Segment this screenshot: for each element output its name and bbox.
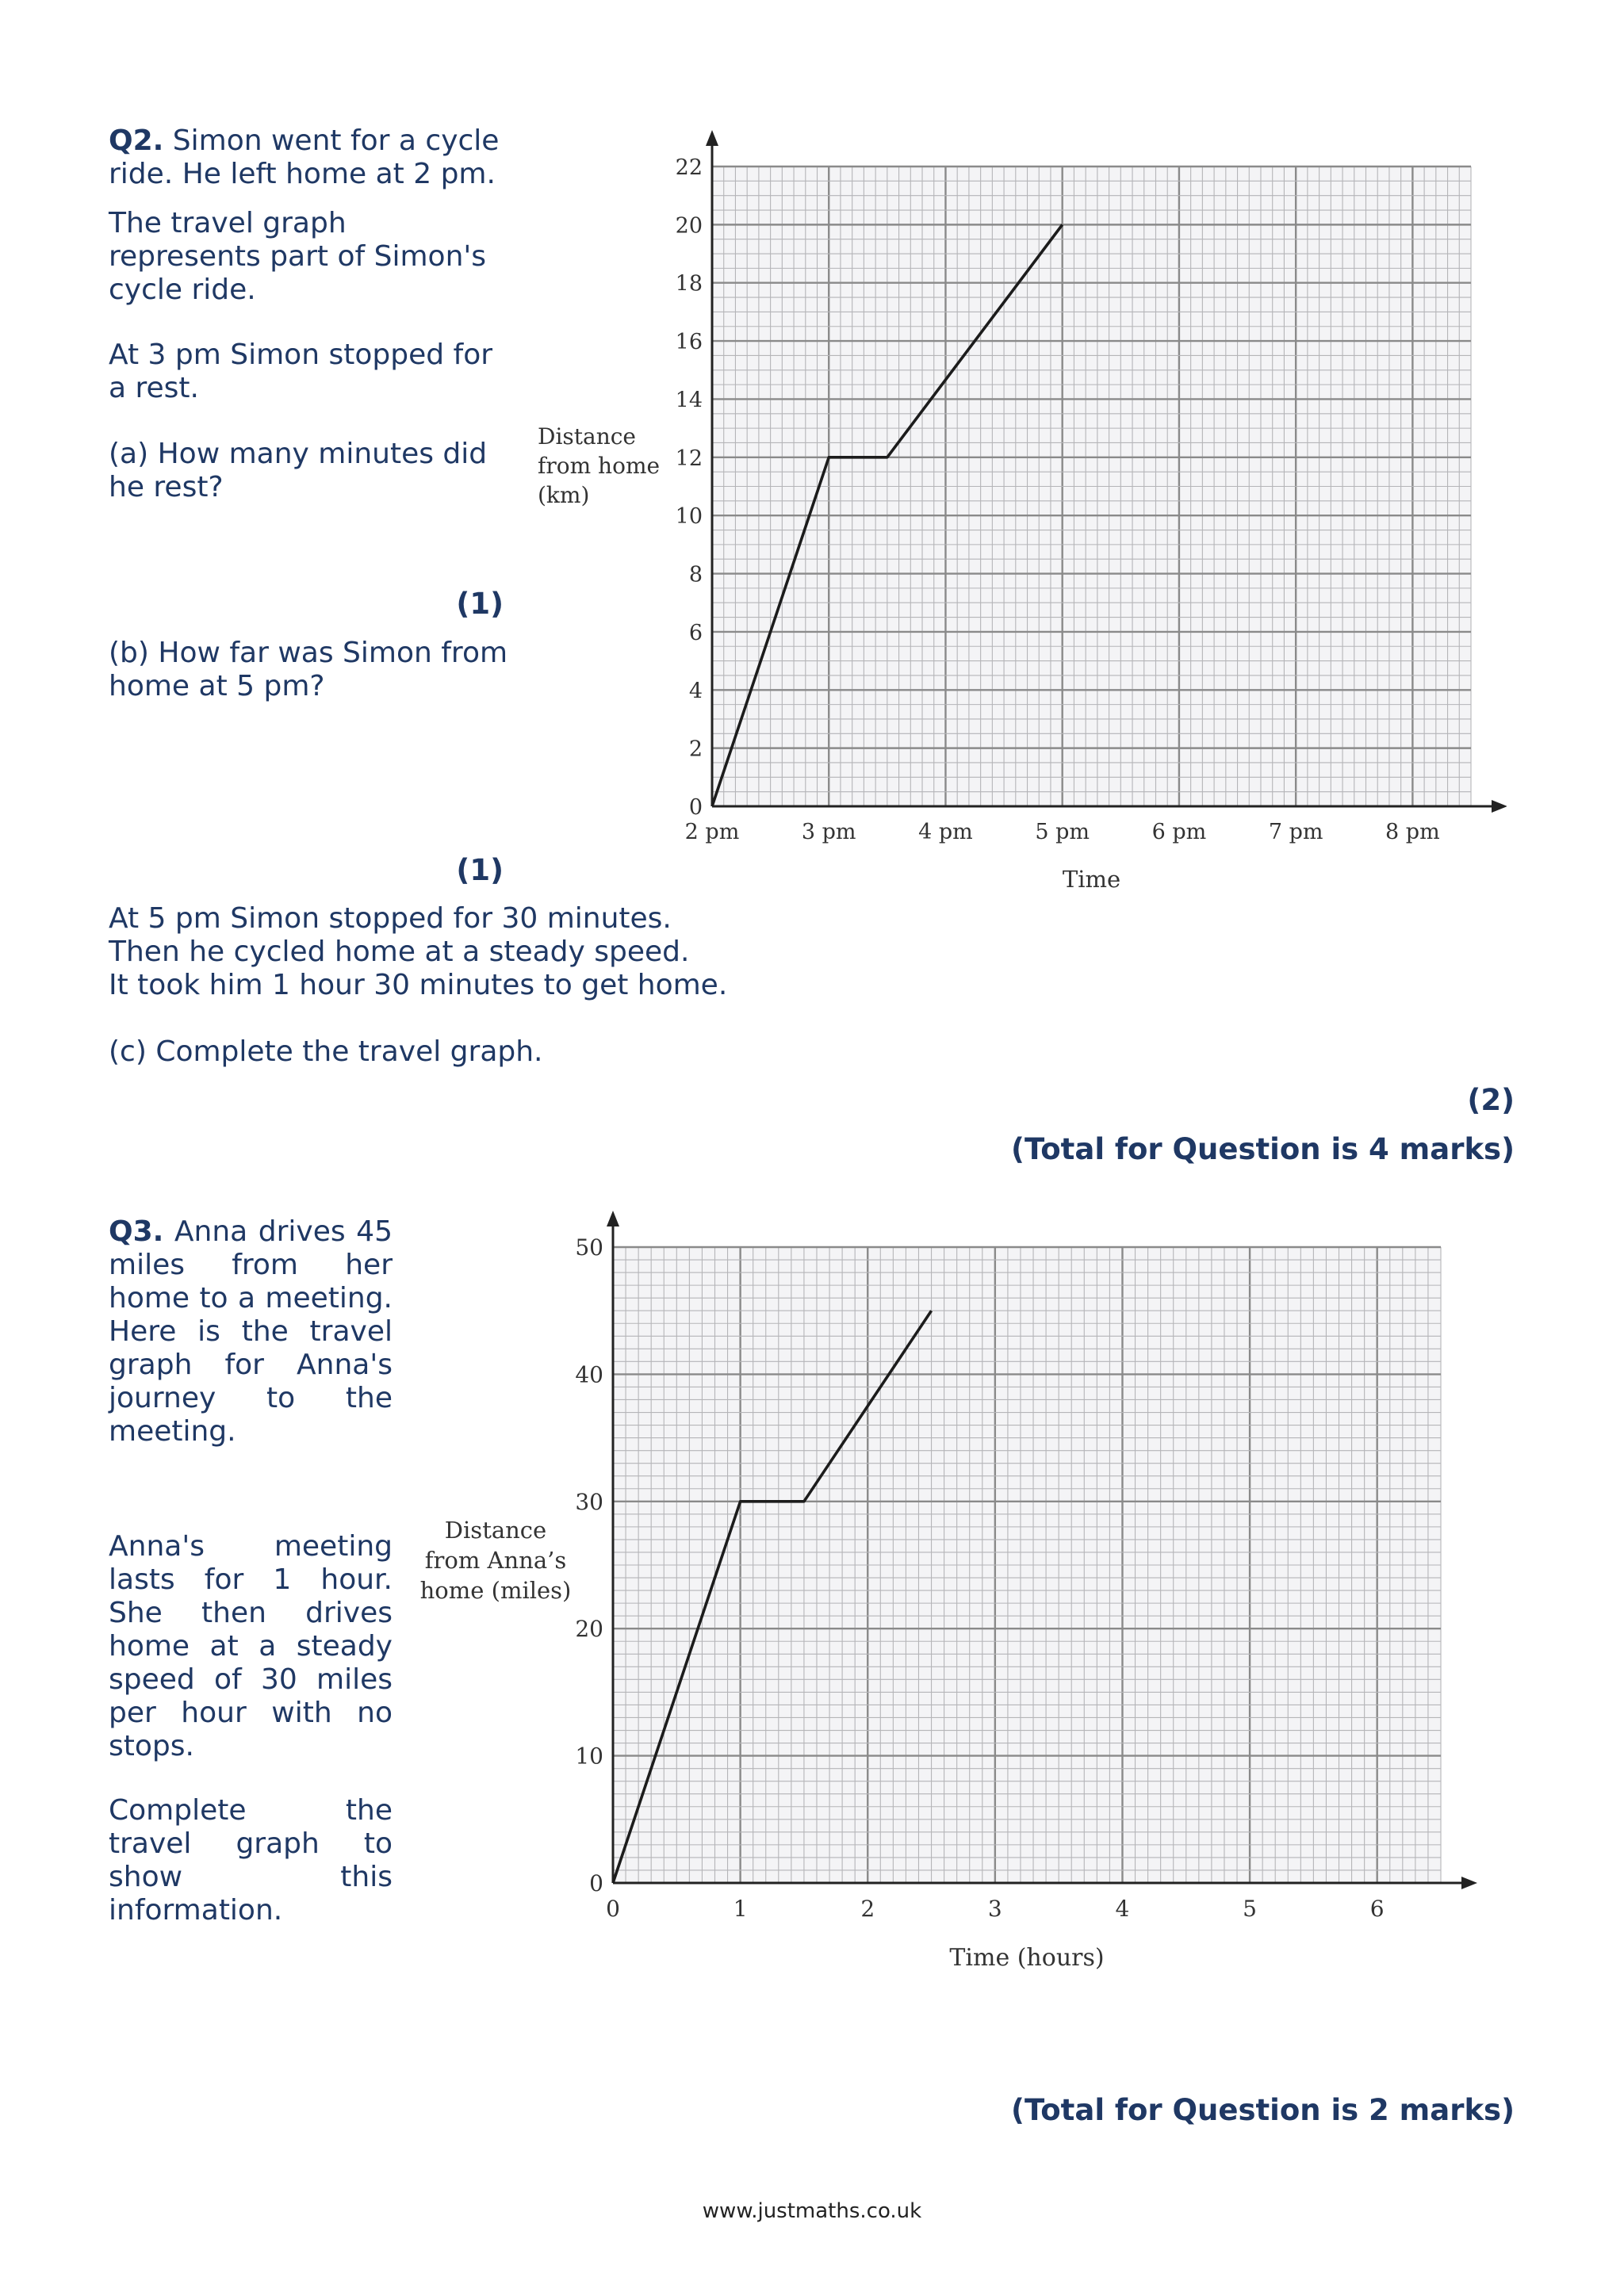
- y-tick-label: 30: [575, 1488, 603, 1515]
- footer-url: www.justmaths.co.uk: [702, 2199, 922, 2223]
- x-tick-label: 7 pm: [1268, 820, 1323, 844]
- q2-number: Q2.: [109, 124, 164, 157]
- x-tick-label: 4 pm: [918, 820, 973, 844]
- x-tick-label: 2 pm: [684, 820, 740, 844]
- q3-number: Q3.: [109, 1215, 164, 1248]
- y-tick-label: 50: [575, 1234, 603, 1261]
- x-tick-label: 0: [606, 1896, 620, 1922]
- q2-part-a: (a) How many minutes did he rest?: [109, 438, 488, 503]
- y-axis-arrow: [706, 130, 718, 146]
- y-axis-label: home (miles): [419, 1577, 572, 1604]
- y-axis-label: from Anna’s: [424, 1547, 567, 1574]
- x-tick-label: 3 pm: [801, 820, 856, 844]
- y-tick-label: 4: [688, 679, 703, 704]
- y-tick-label: 0: [589, 1870, 603, 1896]
- q2-info-line: Then he cycled home at a steady speed.: [109, 936, 690, 968]
- x-tick-label: 5: [1243, 1896, 1257, 1922]
- q2-part-b: (b) How far was Simon from home at 5 pm?: [109, 637, 508, 702]
- y-tick-label: 20: [675, 213, 703, 239]
- y-tick-label: 14: [675, 388, 703, 413]
- q2-marks-a: (1): [456, 587, 504, 621]
- y-tick-label: 0: [688, 795, 703, 820]
- q2-info: [109, 902, 822, 1002]
- y-tick-label: 10: [675, 504, 703, 530]
- x-tick-label: 4: [1115, 1896, 1130, 1922]
- x-axis-label: Time (hours): [949, 1944, 1105, 1972]
- y-tick-label: 6: [688, 620, 703, 645]
- q2-total: (Total for Question is 4 marks): [1011, 1132, 1515, 1166]
- q2-intro: [109, 124, 505, 307]
- q2-intro-graph: The travel graph represents part of Simon's cycle ride.: [109, 207, 487, 306]
- y-axis-label: from home: [538, 453, 661, 479]
- q2-info-line: At 5 pm Simon stopped for 30 minutes.: [109, 902, 672, 935]
- q3-travel-graph: [412, 1189, 1507, 1974]
- y-tick-label: 8: [688, 562, 703, 587]
- x-tick-label: 1: [733, 1896, 748, 1922]
- q2-marks-c: (2): [1467, 1083, 1515, 1117]
- y-axis-label: (km): [538, 482, 590, 508]
- y-tick-label: 2: [688, 737, 703, 762]
- q2-info-line: It took him 1 hour 30 minutes to get home.: [109, 969, 728, 1001]
- q3-task: Complete the travel graph to show this information.: [109, 1794, 393, 1927]
- x-tick-label: 8 pm: [1385, 820, 1440, 844]
- y-tick-label: 18: [675, 271, 703, 297]
- x-tick-label: 5 pm: [1035, 820, 1090, 844]
- y-tick-label: 12: [675, 446, 703, 471]
- y-tick-label: 16: [675, 330, 703, 355]
- q2-travel-graph: [523, 119, 1507, 904]
- q2-rest-statement: At 3 pm Simon stopped for a rest.: [109, 339, 493, 404]
- grid: [613, 1247, 1441, 1883]
- q3-total: (Total for Question is 2 marks): [1011, 2093, 1515, 2127]
- x-tick-label: 6 pm: [1151, 820, 1207, 844]
- grid: [712, 166, 1471, 806]
- q3-intro-text: Anna drives 45 miles from her home to a meeting. Here is the travel graph for Anna's journey to the meeting.: [109, 1215, 393, 1448]
- x-axis-arrow: [1492, 800, 1507, 813]
- q2-intro-text: Simon went for a cycle ride. He left home at 2 pm.: [109, 124, 500, 190]
- y-tick-label: 40: [575, 1361, 603, 1388]
- x-axis-label: Time: [1062, 866, 1121, 893]
- y-tick-label: 22: [675, 155, 703, 180]
- q3-intro: [109, 1215, 393, 1448]
- q2-marks-b: (1): [456, 853, 504, 887]
- y-tick-label: 10: [575, 1743, 603, 1770]
- x-tick-label: 2: [860, 1896, 875, 1922]
- q2-part-c: (c) Complete the travel graph.: [109, 1035, 543, 1068]
- y-tick-label: 20: [575, 1616, 603, 1643]
- y-axis-label: Distance: [538, 423, 637, 450]
- y-axis-arrow: [607, 1211, 619, 1226]
- x-axis-arrow: [1461, 1877, 1477, 1889]
- x-tick-label: 6: [1369, 1896, 1385, 1922]
- y-axis-label: Distance: [444, 1517, 547, 1544]
- q3-info: Anna's meeting lasts for 1 hour. She then drives home at a steady speed of 30 miles per hour with no stops.: [109, 1530, 393, 1762]
- x-tick-label: 3: [987, 1896, 1002, 1922]
